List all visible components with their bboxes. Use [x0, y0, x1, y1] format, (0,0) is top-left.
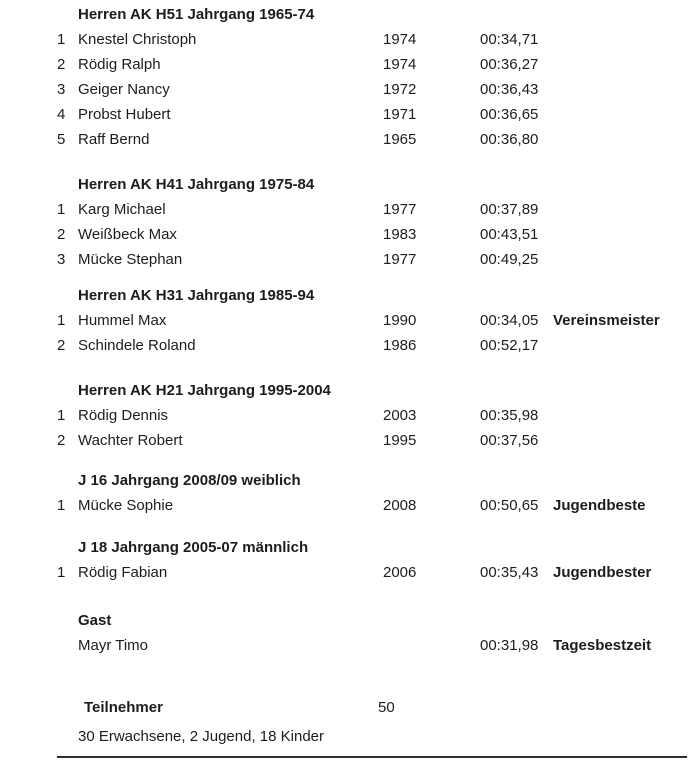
results-sections: [0, 2, 700, 658]
year-cell: 2008: [383, 497, 417, 514]
name-cell: Weißbeck Max: [78, 226, 177, 243]
year-cell: 2003: [383, 407, 417, 424]
name-cell: Geiger Nancy: [78, 81, 170, 98]
year-cell: [383, 633, 480, 658]
result-row: [55, 403, 700, 428]
year-cell: 1986: [383, 337, 417, 354]
result-section: [0, 468, 700, 518]
result-row: [55, 102, 700, 127]
result-row: [55, 197, 700, 222]
remark-cell: Vereinsmeister: [553, 312, 660, 329]
section-title: Herren AK H41 Jahrgang 1975-84: [78, 176, 315, 193]
name-cell: Mayr Timo: [78, 637, 149, 654]
time-cell: 00:36,43: [480, 81, 539, 98]
result-row: [55, 493, 700, 518]
participants-label: Teilnehmer: [84, 699, 163, 716]
year-cell: 1971: [383, 106, 417, 123]
participants-breakdown: 30 Erwachsene, 2 Jugend, 18 Kinder: [78, 728, 324, 745]
rank-cell: [55, 633, 78, 658]
participants-line: [0, 695, 700, 720]
year-cell: 1977: [383, 201, 417, 218]
result-section: [0, 172, 700, 272]
time-cell: 00:36,80: [480, 131, 539, 148]
result-section: [0, 378, 700, 453]
rank-cell: 2: [57, 56, 66, 73]
result-row: [55, 308, 700, 333]
result-row: [55, 127, 700, 152]
rank-cell: 4: [57, 106, 66, 123]
rank-cell: 1: [57, 31, 66, 48]
remark-cell: [553, 333, 700, 358]
remark-cell: [553, 77, 700, 102]
rank-cell: 1: [57, 564, 66, 581]
section-title: Herren AK H51 Jahrgang 1965-74: [78, 6, 315, 23]
bottom-divider-line: [57, 756, 687, 758]
time-cell: 00:52,17: [480, 337, 539, 354]
remark-cell: Jugendbester: [553, 564, 652, 581]
rank-cell: 1: [57, 497, 66, 514]
rank-cell: 2: [57, 432, 66, 449]
name-cell: Rödig Dennis: [78, 407, 169, 424]
year-cell: 1990: [383, 312, 417, 329]
rank-cell: 3: [57, 251, 66, 268]
rank-cell: 2: [57, 226, 66, 243]
year-cell: 1965: [383, 131, 417, 148]
year-cell: 1974: [383, 56, 417, 73]
remark-cell: [553, 127, 700, 152]
participants-summary: [0, 695, 700, 749]
remark-cell: [553, 197, 700, 222]
name-cell: Wachter Robert: [78, 432, 183, 449]
remark-cell: Jugendbeste: [553, 497, 646, 514]
rank-cell: 3: [57, 81, 66, 98]
participants-breakdown-line: [0, 724, 700, 749]
result-section: [0, 283, 700, 358]
section-title: J 16 Jahrgang 2008/09 weiblich: [78, 472, 301, 489]
name-cell: Probst Hubert: [78, 106, 171, 123]
rank-cell: 1: [57, 312, 66, 329]
time-cell: 00:49,25: [480, 251, 539, 268]
section-title: Herren AK H31 Jahrgang 1985-94: [78, 287, 315, 304]
section-title: J 18 Jahrgang 2005-07 männlich: [78, 539, 309, 556]
time-cell: 00:43,51: [480, 226, 539, 243]
time-cell: 00:31,98: [480, 637, 539, 654]
time-cell: 00:37,56: [480, 432, 539, 449]
time-cell: 00:37,89: [480, 201, 539, 218]
year-cell: 1972: [383, 81, 417, 98]
name-cell: Karg Michael: [78, 201, 166, 218]
rank-cell: 1: [57, 407, 66, 424]
year-cell: 2006: [383, 564, 417, 581]
name-cell: Rödig Ralph: [78, 56, 161, 73]
year-cell: 1983: [383, 226, 417, 243]
result-row: [55, 333, 700, 358]
result-section: [0, 2, 700, 152]
time-cell: 00:35,43: [480, 564, 539, 581]
result-row: [55, 560, 700, 585]
section-title: Herren AK H21 Jahrgang 1995-2004: [78, 382, 331, 399]
remark-cell: [553, 222, 700, 247]
results-document: [0, 2, 700, 764]
year-cell: 1974: [383, 31, 417, 48]
result-row: [55, 633, 700, 658]
year-cell: 1977: [383, 251, 417, 268]
name-cell: Raff Bernd: [78, 131, 150, 148]
rank-cell: 2: [57, 337, 66, 354]
remark-cell: [553, 428, 700, 453]
rank-cell: 5: [57, 131, 66, 148]
time-cell: 00:34,71: [480, 31, 539, 48]
section-title: Gast: [78, 612, 112, 629]
participants-count: 50: [378, 699, 395, 716]
time-cell: 00:36,27: [480, 56, 539, 73]
time-cell: 00:35,98: [480, 407, 539, 424]
rank-cell: 1: [57, 201, 66, 218]
result-row: [55, 77, 700, 102]
result-row: [55, 428, 700, 453]
time-cell: 00:36,65: [480, 106, 539, 123]
remark-cell: [553, 247, 700, 272]
time-cell: 00:34,05: [480, 312, 539, 329]
name-cell: Rödig Fabian: [78, 564, 168, 581]
remark-cell: Tagesbestzeit: [553, 637, 652, 654]
result-section: [0, 535, 700, 585]
time-cell: 00:50,65: [480, 497, 539, 514]
result-row: [55, 27, 700, 52]
result-row: [55, 247, 700, 272]
remark-cell: [553, 52, 700, 77]
year-cell: 1995: [383, 432, 417, 449]
name-cell: Hummel Max: [78, 312, 167, 329]
result-row: [55, 52, 700, 77]
remark-cell: [553, 102, 700, 127]
name-cell: Mücke Sophie: [78, 497, 174, 514]
name-cell: Mücke Stephan: [78, 251, 183, 268]
result-row: [55, 222, 700, 247]
name-cell: Knestel Christoph: [78, 31, 197, 48]
remark-cell: [553, 27, 700, 52]
name-cell: Schindele Roland: [78, 337, 196, 354]
result-section: [0, 608, 700, 658]
remark-cell: [553, 403, 700, 428]
